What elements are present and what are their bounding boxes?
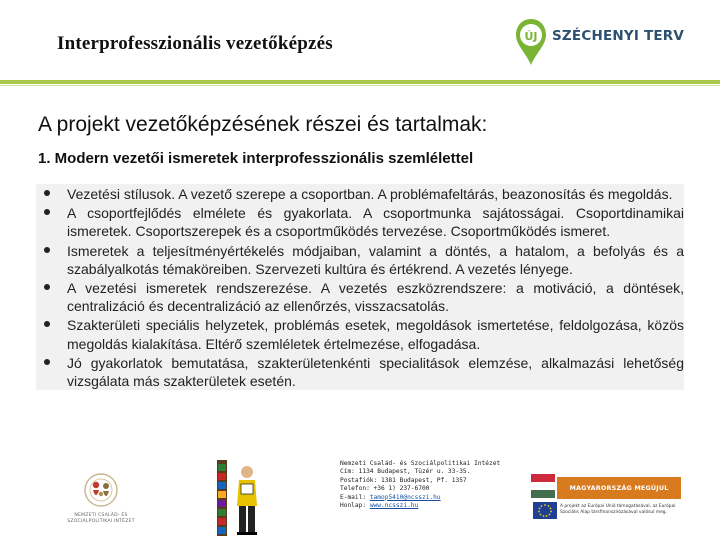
web-label: Honlap: xyxy=(340,502,370,510)
list-item-text: Vezetési stílusok. A vezető szerepe a csoportban. A problémafeltárás, beazonosítás és megoldás. xyxy=(67,186,673,202)
uj-szechenyi-logo-icon xyxy=(514,17,548,67)
list-item xyxy=(36,315,684,352)
eu-funding-note: A projekt az Európai Unió támogatásával, az Európai Szociális Alap társfinanszírozásával valósul meg. xyxy=(560,504,676,515)
page-title: A projekt vezetőképzésének részei és tartalmak: xyxy=(38,113,488,136)
bullet-icon xyxy=(44,359,50,365)
bullet-icon xyxy=(44,209,50,215)
list-item-text: Szakterületi speciális helyzetek, problémás esetek, megoldások ismertetése, feldolgozása, közös megoldás kialakítása. Eltérő szemléletek értelmezése, elfogadása. xyxy=(67,317,684,352)
header-divider xyxy=(0,80,720,84)
hungarian-flag-icon xyxy=(531,474,555,498)
list-item-text: Jó gyakorlatok bemutatása, szakterületenkénti specialitások elemzése, alkalmazási lehetőség vizsgálata más szakterületek esetén. xyxy=(67,354,684,390)
contact-line: Telefon: +36 1) 237-6700 xyxy=(340,485,430,493)
list-item xyxy=(36,184,684,203)
list-item-text: A vezetési ismeretek rendszerezése. A vezetés eszközrendszere: a motiváció, a döntések, centralizáció és decentralizáció az ellenőrzés, visszacsatolás. xyxy=(67,280,684,315)
bullet-icon xyxy=(44,247,50,253)
list-item-text: A csoportfejlődés elmélete és gyakorlata. A csoportmunka sajátosságai. Csoportdinamikai ismeretek. Csoportszerepek és a csoportműködés tervezése. Csoportműködés ismeret. xyxy=(67,205,684,240)
bullet-icon xyxy=(44,284,50,290)
website-link[interactable]: www.ncsszi.hu xyxy=(369,502,419,510)
list-item xyxy=(36,278,684,315)
section-heading: 1. Modern vezetői ismeretek interprofesszionális szemlélettel xyxy=(38,150,474,167)
logo-icon-text: ÚJ xyxy=(524,30,538,43)
topic-list xyxy=(36,184,684,390)
reader-at-bookshelf-illustration xyxy=(215,458,267,538)
contact-line: Nemzeti Család- és Szociálpolitikai Intézet xyxy=(340,460,501,467)
contact-line: Cím: 1134 Budapest, Tüzér u. 33-35. xyxy=(340,468,471,476)
szechenyi-terv-logo xyxy=(514,17,684,73)
web-line xyxy=(340,502,500,510)
email-line xyxy=(340,494,500,502)
contact-line: Postafiók: 1381 Budapest, Pf. 1357 xyxy=(340,476,467,484)
header-title: Interprofesszionális vezetőképzés xyxy=(57,33,333,54)
list-item xyxy=(36,353,684,390)
megujul-banner: MAGYARORSZÁG MEGÚJUL xyxy=(557,477,681,499)
bullet-icon xyxy=(44,321,50,327)
email-link[interactable]: tamop5410@ncsszi.hu xyxy=(369,493,441,501)
family-emblem-icon xyxy=(66,470,136,512)
institute-caption-line: SZOCIÁLPOLITIKAI INTÉZET xyxy=(67,519,135,524)
email-label: E-mail: xyxy=(340,493,370,501)
eu-flag-icon xyxy=(533,502,557,519)
list-item xyxy=(36,241,684,278)
institute-caption-line: NEMZETI CSALÁD- ÉS xyxy=(74,513,128,518)
institute-logo xyxy=(66,470,136,530)
list-item-text: Ismeretek a teljesítményértékelés módjaiban, valamint a döntés, a hatalom, a befolyás és a szabályalkotás témaköreiben. Szervezeti kultúra és értékrend. A vezetés lényege. xyxy=(67,242,684,277)
logo-text: SZÉCHENYI TERV xyxy=(552,28,685,44)
contact-info xyxy=(340,460,500,510)
list-item xyxy=(36,203,684,240)
header-divider-light xyxy=(0,85,720,86)
bullet-icon xyxy=(44,190,50,196)
